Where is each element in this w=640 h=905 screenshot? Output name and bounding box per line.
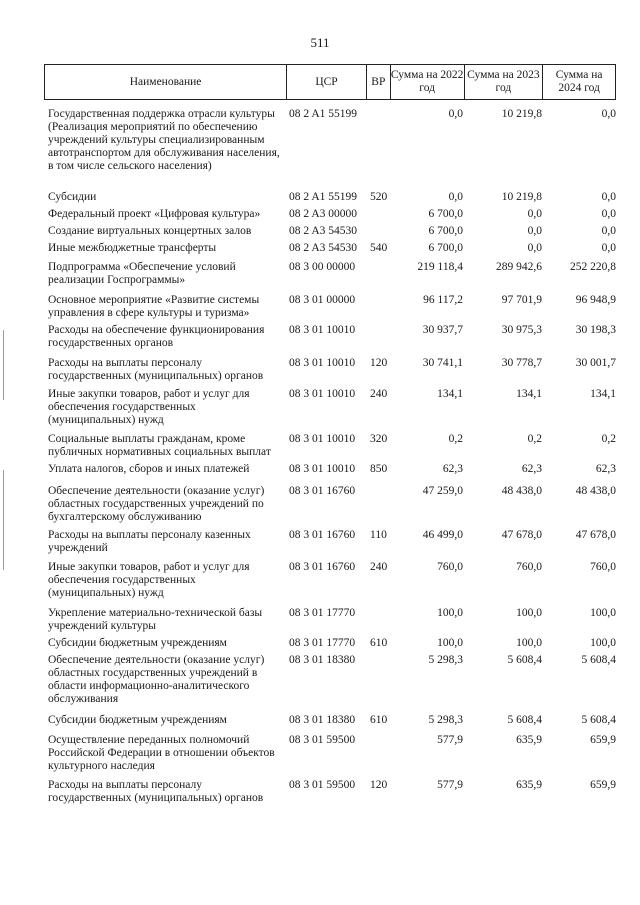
row-name: Расходы на обеспечение функционирования государственных органов <box>48 324 265 349</box>
row-sum-2024: 0,0 <box>601 108 616 120</box>
row-csr: 08 3 01 16760 <box>289 529 356 541</box>
row-sum-2022: 96 117,2 <box>423 294 463 306</box>
row-sum-2024: 5 608,4 <box>581 714 616 726</box>
row-sum-2023: 100,0 <box>516 607 542 619</box>
row-sum-2024: 30 198,3 <box>575 324 616 336</box>
row-csr: 08 3 01 10010 <box>289 388 356 400</box>
row-csr: 08 3 01 00000 <box>289 294 356 306</box>
row-sum-2023: 0,2 <box>527 433 542 445</box>
row-vr: 540 <box>370 242 388 254</box>
row-name: Субсидии бюджетным учреждениям <box>48 637 227 649</box>
row-name: Обеспечение деятельности (оказание услуг) областных государственных учреждений в области информационно-аналитического обслуживания <box>48 654 265 705</box>
row-name: Федеральный проект «Цифровая культура» <box>48 208 261 220</box>
row-sum-2022: 219 118,4 <box>417 261 463 273</box>
row-sum-2024: 96 948,9 <box>575 294 616 306</box>
row-vr: 610 <box>370 637 388 649</box>
page-number: 511 <box>310 35 330 50</box>
row-sum-2022: 46 499,0 <box>422 529 463 541</box>
row-csr: 08 2 A3 54530 <box>289 225 358 237</box>
row-sum-2023: 100,0 <box>516 637 542 649</box>
row-name: Расходы на выплаты персоналу государственных (муниципальных) органов <box>48 779 264 804</box>
row-vr: 120 <box>370 357 388 369</box>
table-header <box>44 64 616 100</box>
header-sum-2024: Сумма на 2024 год <box>542 65 615 99</box>
row-sum-2024: 30 001,7 <box>575 357 616 369</box>
row-sum-2024: 0,0 <box>601 242 616 254</box>
row-sum-2023: 10 219,8 <box>501 191 542 203</box>
row-csr: 08 3 01 18380 <box>289 654 356 666</box>
row-sum-2023: 62,3 <box>521 463 542 475</box>
row-name: Укрепление материально-технической базы учреждений культуры <box>48 607 263 632</box>
row-sum-2024: 0,2 <box>601 433 616 445</box>
row-csr: 08 3 01 10010 <box>289 463 356 475</box>
row-sum-2022: 760,0 <box>437 561 463 573</box>
row-name: Основное мероприятие «Развитие системы управления в сфере культуры и туризма» <box>48 294 260 319</box>
row-sum-2022: 5 298,3 <box>428 714 463 726</box>
row-vr: 110 <box>370 529 387 541</box>
row-sum-2023: 10 219,8 <box>501 108 542 120</box>
row-sum-2023: 5 608,4 <box>507 714 542 726</box>
row-vr: 120 <box>370 779 388 791</box>
row-csr: 08 3 01 10010 <box>289 324 356 336</box>
row-sum-2023: 289 942,6 <box>496 261 542 273</box>
row-csr: 08 2 A3 54530 <box>289 242 358 254</box>
header-csr: ЦСР <box>286 65 366 99</box>
row-csr: 08 2 A3 00000 <box>289 208 358 220</box>
row-sum-2023: 30 975,3 <box>501 324 542 336</box>
row-sum-2024: 5 608,4 <box>581 654 616 666</box>
row-vr: 240 <box>370 561 388 573</box>
row-sum-2024: 252 220,8 <box>570 261 616 273</box>
row-sum-2024: 659,9 <box>590 734 616 746</box>
row-sum-2022: 30 937,7 <box>422 324 463 336</box>
row-sum-2022: 62,3 <box>442 463 463 475</box>
row-name: Государственная поддержка отрасли культуры (Реализация мероприятий по обеспечению учреждений культуры специализированным автотранспортом для обслуживания населения, в том числе сельского населения) <box>48 108 280 172</box>
row-sum-2023: 635,9 <box>516 734 542 746</box>
row-sum-2023: 635,9 <box>516 779 542 791</box>
row-sum-2024: 100,0 <box>590 607 616 619</box>
row-sum-2023: 134,1 <box>516 388 542 400</box>
row-name: Обеспечение деятельности (оказание услуг) областных государственных учреждений по бухгалтерскому обслуживанию <box>48 485 265 523</box>
row-sum-2024: 0,0 <box>601 191 616 203</box>
row-name: Уплата налогов, сборов и иных платежей <box>48 463 250 475</box>
row-name: Осуществление переданных полномочий Российской Федерации в отношении объектов культурного наследия <box>48 734 275 772</box>
row-name: Социальные выплаты гражданам, кроме публичных нормативных социальных выплат <box>48 433 271 458</box>
row-sum-2022: 5 298,3 <box>428 654 463 666</box>
row-sum-2024: 62,3 <box>595 463 616 475</box>
scan-margin-mark <box>3 330 4 400</box>
row-name: Иные закупки товаров, работ и услуг для обеспечения государственных (муниципальных) нужд <box>48 561 250 599</box>
row-name: Расходы на выплаты персоналу государственных (муниципальных) органов <box>48 357 264 382</box>
row-name: Подпрограмма «Обеспечение условий реализации Госпрограммы» <box>48 261 236 286</box>
row-csr: 08 3 01 59500 <box>289 734 356 746</box>
row-sum-2023: 0,0 <box>527 242 542 254</box>
row-sum-2023: 760,0 <box>516 561 542 573</box>
row-sum-2022: 0,2 <box>448 433 463 445</box>
row-vr: 520 <box>370 191 388 203</box>
header-vr: ВР <box>366 65 390 99</box>
row-csr: 08 3 01 17770 <box>289 637 356 649</box>
row-name: Иные закупки товаров, работ и услуг для обеспечения государственных (муниципальных) нужд <box>48 388 250 426</box>
row-sum-2022: 134,1 <box>437 388 463 400</box>
row-sum-2022: 6 700,0 <box>428 225 463 237</box>
row-sum-2024: 100,0 <box>590 637 616 649</box>
row-sum-2022: 577,9 <box>437 779 463 791</box>
row-csr: 08 2 A1 55199 <box>289 191 358 203</box>
row-name: Расходы на выплаты персоналу казенных учреждений <box>48 529 251 554</box>
row-sum-2023: 5 608,4 <box>507 654 542 666</box>
header-sum-2023: Сумма на 2023 год <box>464 65 543 99</box>
row-sum-2022: 0,0 <box>448 191 463 203</box>
row-sum-2024: 0,0 <box>601 208 616 220</box>
row-sum-2024: 760,0 <box>590 561 616 573</box>
row-sum-2023: 30 778,7 <box>501 357 542 369</box>
row-sum-2024: 659,9 <box>590 779 616 791</box>
header-name: Наименование <box>129 75 202 88</box>
row-sum-2023: 0,0 <box>527 208 542 220</box>
row-name: Субсидии бюджетным учреждениям <box>48 714 227 726</box>
row-csr: 08 3 01 17770 <box>289 607 356 619</box>
row-csr: 08 3 01 16760 <box>289 561 356 573</box>
row-sum-2024: 0,0 <box>601 225 616 237</box>
row-sum-2023: 0,0 <box>527 225 542 237</box>
row-sum-2024: 134,1 <box>590 388 616 400</box>
row-sum-2022: 30 741,1 <box>422 357 463 369</box>
row-name: Создание виртуальных концертных залов <box>48 225 252 237</box>
row-sum-2022: 577,9 <box>437 734 463 746</box>
row-csr: 08 3 01 10010 <box>289 433 356 445</box>
row-sum-2022: 6 700,0 <box>428 242 463 254</box>
row-vr: 240 <box>370 388 388 400</box>
row-csr: 08 3 01 18380 <box>289 714 356 726</box>
row-csr: 08 3 00 00000 <box>289 261 356 273</box>
row-sum-2022: 0,0 <box>448 108 463 120</box>
row-vr: 320 <box>370 433 388 445</box>
header-sum-2022: Сумма на 2022 год <box>390 65 464 99</box>
row-csr: 08 2 A1 55199 <box>289 108 358 120</box>
row-csr: 08 3 01 59500 <box>289 779 356 791</box>
row-vr: 610 <box>370 714 388 726</box>
row-sum-2022: 6 700,0 <box>428 208 463 220</box>
row-vr: 850 <box>370 463 388 475</box>
row-sum-2022: 100,0 <box>437 637 463 649</box>
row-name: Субсидии <box>48 191 97 203</box>
row-csr: 08 3 01 10010 <box>289 357 356 369</box>
row-sum-2023: 47 678,0 <box>501 529 542 541</box>
row-name: Иные межбюджетные трансферты <box>48 242 217 254</box>
row-sum-2023: 48 438,0 <box>501 485 542 497</box>
row-sum-2024: 48 438,0 <box>575 485 616 497</box>
row-sum-2022: 100,0 <box>437 607 463 619</box>
row-csr: 08 3 01 16760 <box>289 485 356 497</box>
row-sum-2024: 47 678,0 <box>575 529 616 541</box>
scan-margin-mark <box>3 470 4 570</box>
row-sum-2022: 47 259,0 <box>422 485 463 497</box>
row-sum-2023: 97 701,9 <box>501 294 542 306</box>
